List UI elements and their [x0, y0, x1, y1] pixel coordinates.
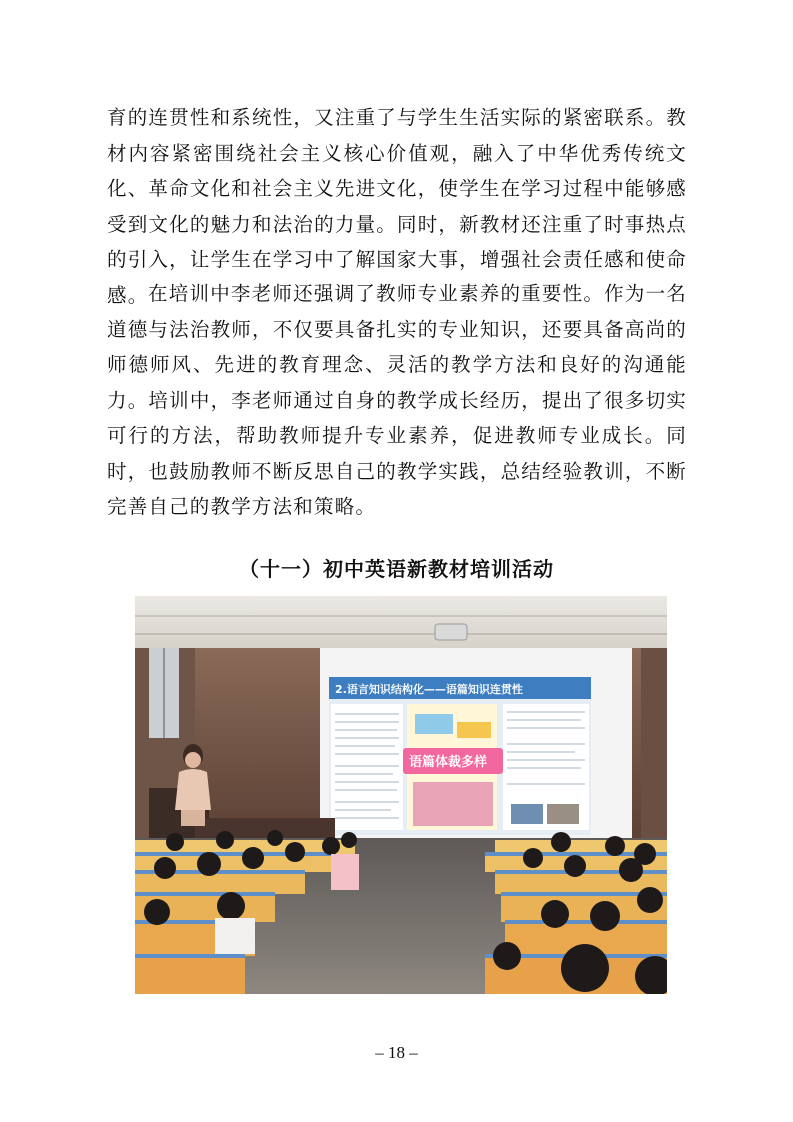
slide-banner: 语篇体裁多样 [409, 755, 488, 770]
projector [435, 624, 467, 640]
presenter-head [185, 752, 201, 768]
body-paragraph-2: 在培训中李老师还强调了教师专业素养的重要性。作为一名道德与法治教师，不仅要具备扎实的专业知识，还要具备高尚的师德师风、先进的教育理念、灵活的教学方法和良好的沟通能力。培训中，李老师通过自身的教学成长经历，提出了很多切实可行的方法，帮助教师提升专业素养，促进教师专业成长。同时，也鼓励教师不断反思自己的教学实践，总结经验教训，不断完善自己的教学方法和策略。 [107, 282, 687, 518]
page-number: – 18 – [375, 1043, 418, 1062]
section-title: （十一）初中英语新教材培训活动 [239, 557, 554, 581]
body-paragraph-1: 育的连贯性和系统性，又注重了与学生生活实际的紧密联系。教材内容紧密围绕社会主义核心价值观，融入了中华优秀传统文化、革命文化和社会主义先进文化，使学生在学习过程中能够感受到文化的魅力和法治的力量。同时，新教材还注重了时事热点的引入，让学生在学习中了解国家大事，增强社会责任感和使命感。 [107, 106, 687, 307]
presenter [175, 769, 211, 810]
slide-title: 2.语言知识结构化——语篇知识连贯性 [335, 683, 523, 696]
training-photo [135, 596, 667, 994]
ceiling [135, 596, 667, 648]
